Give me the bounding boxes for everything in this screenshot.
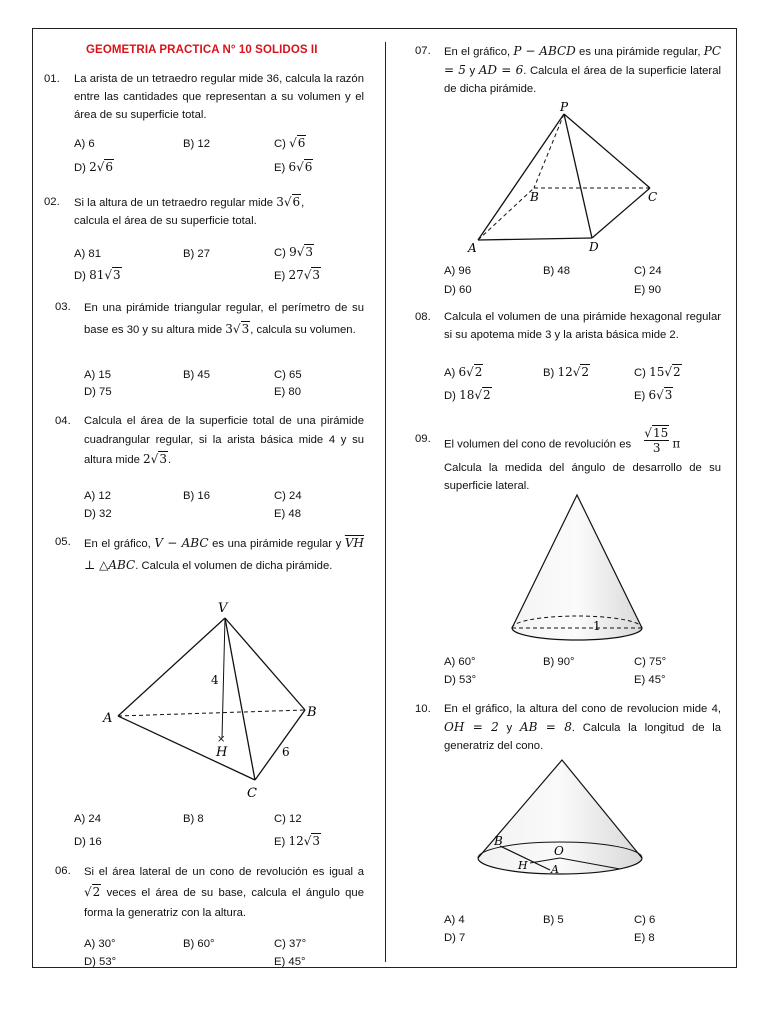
edge-pc <box>564 114 650 188</box>
question-text: En una pirámide triangular regular, el perímetro de su base es 30 y su altura mide 3√3, calcula su volumen. <box>84 302 364 336</box>
option-b: B) 16 <box>183 490 211 502</box>
option-e: E) 80 <box>274 386 302 398</box>
question-number: 03. <box>55 301 71 313</box>
option-d: D) 81√3 <box>74 268 121 282</box>
question-06 <box>55 862 365 922</box>
question-05 <box>55 533 365 593</box>
edge-bc <box>255 710 305 780</box>
option-c: C) 15√2 <box>634 365 681 379</box>
label-o: O <box>554 844 564 858</box>
label-b: B <box>494 834 503 848</box>
option-a: A) 30° <box>84 938 116 950</box>
label-d: D <box>589 240 599 254</box>
option-d: D) 2√6 <box>74 160 113 174</box>
label-h: H <box>518 859 528 872</box>
question-02 <box>44 193 364 233</box>
option-d: D) 18√2 <box>444 388 491 402</box>
option-d: D) 60 <box>444 284 472 296</box>
option-e: E) 45° <box>274 956 306 968</box>
option-e: E) 12√3 <box>274 834 320 848</box>
option-c: C) 6 <box>634 914 656 926</box>
edge-pd <box>564 114 592 238</box>
label-b: B <box>307 705 317 720</box>
option-c: C) 24 <box>274 490 302 502</box>
question-number: 09. <box>415 433 431 445</box>
option-a: A) 15 <box>84 369 112 381</box>
question-text: Calcula el volumen de una pirámide hexagonal regular si su apotema mide 3 y la arista básica mide 2. <box>444 311 721 341</box>
question-08 <box>415 308 721 364</box>
option-c: C) 75° <box>634 656 667 668</box>
label-side: 6 <box>282 745 290 759</box>
edge-ad <box>478 238 592 240</box>
option-c: C) 12 <box>274 813 302 825</box>
edge-ac <box>118 716 255 780</box>
option-b: B) 12√2 <box>543 365 589 379</box>
label-c: C <box>648 190 658 204</box>
edge-ab-hidden <box>118 710 305 716</box>
option-e: E) 45° <box>634 674 666 686</box>
label-a: A <box>551 863 559 875</box>
option-a: A) 81 <box>74 248 102 260</box>
option-c: C) 37° <box>274 938 307 950</box>
page-title: GEOMETRIA PRACTICA N° 10 SOLIDOS II <box>86 44 318 56</box>
option-e: E) 48 <box>274 508 302 520</box>
column-divider <box>385 42 386 962</box>
option-a: A) 60° <box>444 656 476 668</box>
option-d: D) 32 <box>84 508 112 520</box>
question-text: Si el área lateral de un cono de revolución es igual a √2 veces el área de su base, calcula el ángulo que forma la generatriz con la altura. <box>84 866 364 919</box>
label-c: C <box>247 786 257 801</box>
option-a: A) 6√2 <box>444 365 483 379</box>
option-d: D) 53° <box>84 956 117 968</box>
option-b: B) 5 <box>543 914 564 926</box>
option-e: E) 6√3 <box>634 388 673 402</box>
option-e: E) 27√3 <box>274 268 320 282</box>
question-text: El volumen del cono de revolución es $\frac{√15}{3}$ π <box>444 426 681 455</box>
label-radius: 1 <box>593 619 601 633</box>
question-number: 01. <box>44 73 60 85</box>
question-number: 06. <box>55 865 71 877</box>
pyramid-vabc-figure <box>100 598 340 803</box>
option-a: A) 4 <box>444 914 465 926</box>
edge-dc <box>592 188 650 238</box>
option-b: B) 90° <box>543 656 575 668</box>
option-b: B) 12 <box>183 138 211 150</box>
option-a: A) 12 <box>84 490 112 502</box>
question-number: 08. <box>415 311 431 323</box>
option-b: B) 27 <box>183 248 211 260</box>
edge-va <box>118 618 225 716</box>
foot-mark: × <box>217 734 226 745</box>
question-text: En el gráfico, la altura del cono de revolucion mide 4, OH = 2 y AB = 8. Calcula la longitud de la generatriz del cono. <box>444 703 722 752</box>
label-a: A <box>103 711 113 726</box>
question-01 <box>44 70 364 126</box>
option-e: E) 90 <box>634 284 662 296</box>
label-p: P <box>560 100 569 114</box>
question-text: Calcula el área de la superficie total de una pirámide cuadrangular regular, si la arista básica mide 4 y su altura mide 2√3. <box>84 415 364 466</box>
question-04 <box>55 412 365 472</box>
question-10 <box>415 700 721 756</box>
option-a: A) 96 <box>444 265 472 277</box>
question-number: 10. <box>415 703 431 715</box>
cone-surface <box>512 495 642 640</box>
edge-pa <box>478 114 564 240</box>
option-a: A) 6 <box>74 138 95 150</box>
option-d: D) 7 <box>444 932 466 944</box>
option-c: C) √6 <box>274 136 306 150</box>
cone-figure <box>505 490 655 650</box>
question-text: Si la altura de un tetraedro regular mide 3√6, calcula el área de su superficie total. <box>74 195 305 227</box>
question-03 <box>55 298 365 356</box>
height-vh <box>222 618 225 738</box>
edge-vb <box>225 618 305 710</box>
option-e: E) 6√6 <box>274 160 313 174</box>
option-d: D) 75 <box>84 386 112 398</box>
label-a: A <box>468 241 477 255</box>
question-text: La arista de un tetraedro regular mide 36, calcula la razón entre las cantidades que representan a su volumen y el área de su superficie total. <box>74 73 364 121</box>
option-d: D) 53° <box>444 674 477 686</box>
pyramid-pabcd-figure <box>462 100 667 255</box>
option-b: B) 8 <box>183 813 204 825</box>
cone-oh-figure <box>470 755 650 875</box>
option-d: D) 16 <box>74 836 102 848</box>
question-number: 04. <box>55 415 71 427</box>
option-a: A) 24 <box>74 813 102 825</box>
label-height: 4 <box>211 673 219 687</box>
volume-fraction: $\frac{√15}{3}$ <box>644 426 669 455</box>
question-09-text-b: Calcula la medida del ángulo de desarrollo de su superficie lateral. <box>444 462 721 492</box>
option-b: B) 45 <box>183 369 211 381</box>
option-b: B) 60° <box>183 938 215 950</box>
question-number: 02. <box>44 196 60 208</box>
question-number: 05. <box>55 536 71 548</box>
label-v: V <box>218 601 228 616</box>
question-text: En el gráfico, P − ABCD es una pirámide regular, PC = 5 y AD = 6. Calcula el área de la superficie lateral de dicha pirámide. <box>444 44 722 95</box>
option-c: C) 65 <box>274 369 302 381</box>
question-07 <box>415 42 721 98</box>
question-text: En el gráfico, V − ABC es una pirámide regular y $\overline{VH}$ ⊥ △ABC. Calcula el volumen de dicha pirámide. <box>84 536 365 572</box>
option-b: B) 48 <box>543 265 571 277</box>
option-c: C) 24 <box>634 265 662 277</box>
label-h: H <box>216 745 228 760</box>
label-b: B <box>530 190 539 204</box>
edge-vc <box>225 618 255 780</box>
option-c: C) 9√3 <box>274 245 313 259</box>
edge-ab-hidden <box>478 188 534 240</box>
question-number: 07. <box>415 45 431 57</box>
option-e: E) 8 <box>634 932 655 944</box>
